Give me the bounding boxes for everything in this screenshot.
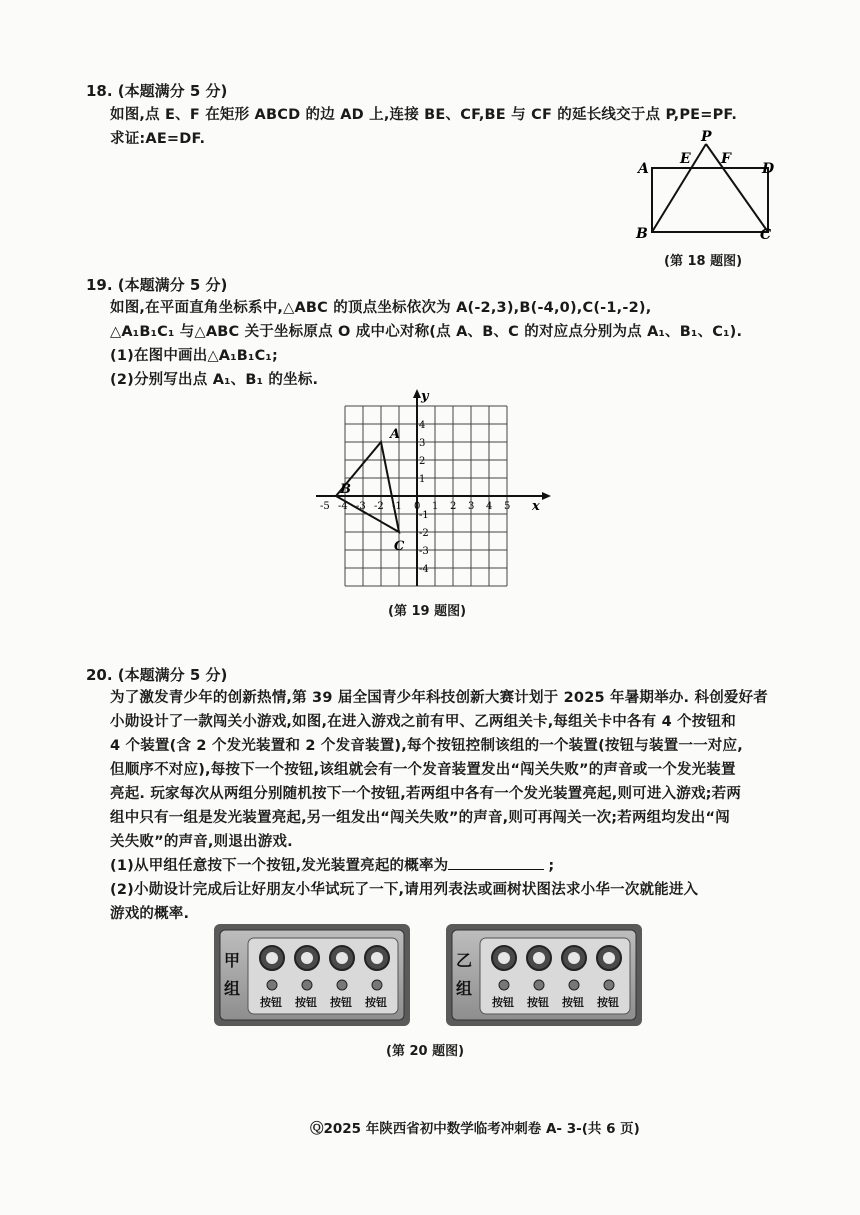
line-bp (652, 144, 706, 232)
button-label: 按钮 (527, 996, 549, 1009)
x-tick-label: -3 (356, 501, 366, 512)
q20-line: 小勋设计了一款闯关小游戏,如图,在进入游戏之前有甲、乙两组关卡,每组关卡中各有 4 个按钮和 (110, 714, 736, 730)
group-label-yi-2: 组 (456, 979, 473, 998)
q18-header: 18. (本题满分 5 分) (86, 82, 228, 100)
q19-line2: △A₁B₁C₁ 与△ABC 关于坐标原点 O 成中心对称(点 A、B、C 的对应点分别为点 A₁、B₁、C₁). (110, 324, 743, 340)
y-tick-label: 2 (419, 456, 426, 467)
label-p: P (701, 129, 712, 145)
y-tick-label: -3 (419, 546, 429, 557)
label-f: F (721, 151, 731, 167)
q19-line1: 如图,在平面直角坐标系中,△ABC 的顶点坐标依次为 A(-2,3),B(-4,0),C(-1,-2), (110, 300, 652, 316)
point-label-c: C (394, 539, 405, 554)
q20-sub1-text: (1)从甲组任意按下一个按钮,发光装置亮起的概率为 (110, 858, 449, 874)
q19-header: 19. (本题满分 5 分) (86, 276, 228, 294)
answer-blank[interactable] (448, 855, 544, 870)
rectangle-abcd (652, 168, 768, 232)
button-label: 按钮 (492, 996, 514, 1009)
line-cp (706, 144, 768, 232)
axis-y-label: y (421, 389, 429, 404)
button-label: 按钮 (295, 996, 317, 1009)
y-tick-label: -1 (419, 510, 429, 521)
x-tick-label: -4 (338, 501, 348, 512)
y-tick-label: -2 (419, 528, 429, 539)
group-label-jia-1: 甲 (224, 951, 241, 970)
label-b: B (636, 226, 648, 242)
device-lens-icon (301, 952, 313, 964)
label-a: A (638, 161, 649, 177)
button-label: 按钮 (330, 996, 352, 1009)
axis-x-label: x (532, 499, 540, 514)
x-tick-label: -5 (320, 501, 330, 512)
q20-sub1-end: ; (548, 858, 555, 874)
q20-line: 为了激发青少年的创新热情,第 39 届全国青少年科技创新大赛计划于 2025 年暑期举办. 科创爱好者 (110, 690, 768, 706)
q20-line: 4 个装置(含 2 个发光装置和 2 个发音装置),每个按钮控制该组的一个装置(按钮与装置一一对应, (110, 738, 743, 754)
q20-sub2-line2: 游戏的概率. (110, 906, 190, 922)
y-tick-label: 1 (419, 474, 426, 485)
device-lens-icon (498, 952, 510, 964)
y-axis-arrow (413, 389, 421, 398)
panel-group-yi (446, 924, 642, 1026)
q19-line4: (2)分别写出点 A₁、B₁ 的坐标. (110, 372, 319, 388)
button-label: 按钮 (260, 996, 282, 1009)
push-button[interactable] (569, 980, 579, 990)
point-label-a: A (390, 427, 401, 442)
push-button[interactable] (534, 980, 544, 990)
q20-line: 亮起. 玩家每次从两组分别随机按下一个按钮,若两组中各有一个发光装置亮起,则可进入游戏;若两 (110, 786, 742, 802)
device-lens-icon (266, 952, 278, 964)
push-button[interactable] (604, 980, 614, 990)
button-label: 按钮 (597, 996, 619, 1009)
device-lens-icon (568, 952, 580, 964)
device-lens-icon (533, 952, 545, 964)
q20-sub1 (110, 854, 768, 878)
q20-header: 20. (本题满分 5 分) (86, 666, 228, 684)
panel-group-jia (214, 924, 410, 1026)
page-footer: Ⓠ2025 年陕西省初中数学临考冲刺卷 A- 3-(共 6 页) (310, 1121, 640, 1137)
x-axis-arrow (542, 492, 551, 500)
push-button[interactable] (372, 980, 382, 990)
y-tick-label: 4 (419, 420, 426, 431)
q20-body (110, 686, 768, 926)
push-button[interactable] (499, 980, 509, 990)
x-tick-label: 4 (486, 501, 493, 512)
q20-line: 但顺序不对应),每按下一个按钮,该组就会有一个发音装置发出“闯关失败”的声音或一个发光装置 (110, 762, 736, 778)
label-d: D (762, 161, 775, 177)
x-tick-label: 5 (504, 501, 511, 512)
label-c: C (760, 227, 772, 243)
group-label-yi-1: 乙 (456, 951, 473, 970)
label-e: E (680, 151, 691, 167)
q20-caption: (第 20 题图) (386, 1044, 465, 1059)
y-tick-label: 3 (419, 438, 426, 449)
point-label-b: B (340, 482, 351, 497)
q18-line1: 如图,点 E、F 在矩形 ABCD 的边 AD 上,连接 BE、CF,BE 与 CF 的延长线交于点 P,PE=PF. (110, 107, 738, 123)
group-label-jia-2: 组 (224, 979, 241, 998)
device-lens-icon (603, 952, 615, 964)
button-label: 按钮 (365, 996, 387, 1009)
x-tick-label: 3 (468, 501, 475, 512)
q19-coordinate-grid (310, 386, 560, 596)
q20-figure (212, 922, 642, 1032)
device-lens-icon (336, 952, 348, 964)
q20-line: 组中只有一组是发光装置亮起,另一组发出“闯关失败”的声音,则可再闯关一次;若两组均发出“闯 (110, 810, 730, 826)
q20-sub2-line1: (2)小勋设计完成后让好朋友小华试玩了一下,请用列表法或画树状图法求小华一次就能进入 (110, 882, 699, 898)
q20-line: 关失败”的声音,则退出游戏. (110, 834, 293, 850)
q18-line2: 求证:AE=DF. (110, 131, 206, 147)
q18-caption: (第 18 题图) (664, 254, 743, 269)
x-tick-label: 2 (450, 501, 457, 512)
y-tick-label: -4 (419, 564, 429, 575)
q18-figure (630, 126, 780, 244)
device-lens-icon (371, 952, 383, 964)
x-tick-label: -1 (392, 501, 402, 512)
push-button[interactable] (267, 980, 277, 990)
x-tick-label: -2 (374, 501, 384, 512)
push-button[interactable] (337, 980, 347, 990)
q19-caption: (第 19 题图) (388, 604, 467, 619)
x-tick-label: 0 (414, 501, 421, 512)
button-label: 按钮 (562, 996, 584, 1009)
x-tick-label: 1 (432, 501, 439, 512)
push-button[interactable] (302, 980, 312, 990)
q19-line3: (1)在图中画出△A₁B₁C₁; (110, 348, 278, 364)
